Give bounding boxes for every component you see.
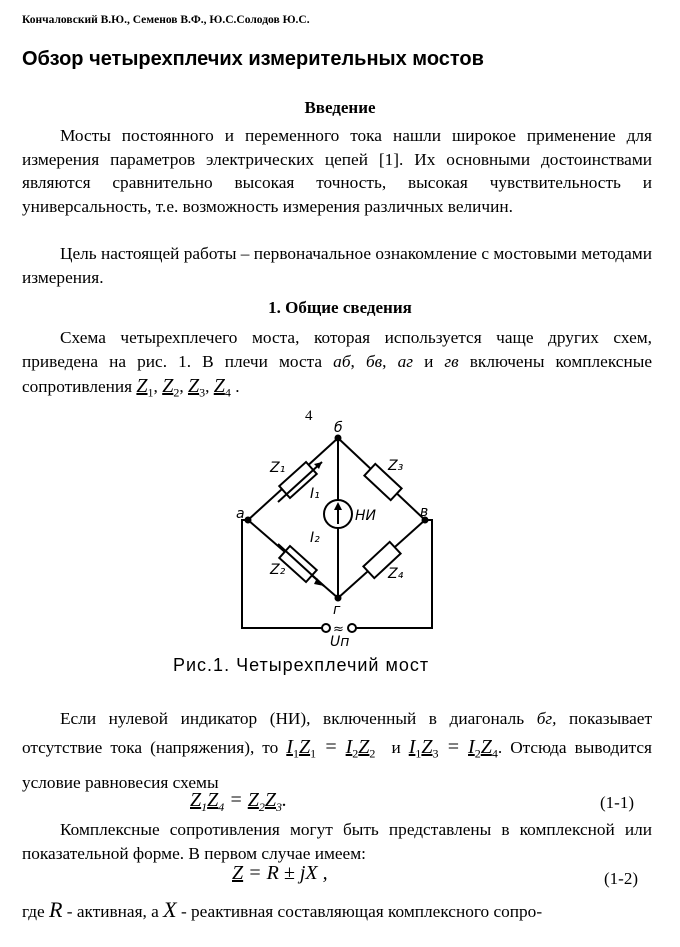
ni-label: НИ — [355, 508, 376, 524]
node-a-label: a — [236, 506, 245, 522]
equation-1-1: $Z_1Z_4 = Z_2Z_3$. — [190, 789, 287, 814]
i2-label: I₂ — [310, 530, 320, 546]
node-v-label: в — [420, 504, 429, 520]
intro-paragraph-2: Цель настоящей работы – первоначальное ознакомление с мостовыми методами измерения. — [22, 244, 652, 287]
equation-1-1-number: (1-1) — [600, 793, 634, 812]
i1-label: I₁ — [310, 486, 320, 502]
node-g-label: г — [333, 602, 341, 618]
z3-label: Z₃ — [388, 458, 404, 474]
figure-caption: Рис.1. Четырехплечий мост — [173, 655, 430, 675]
intro-paragraph-1: Мосты постоянного и переменного тока нашли широкое применение для измерения параметров электрических цепей [1]. Их основными достоинствами являются сравнительно высокая точность, высокая чувствительность и универсальность, т.е. возможность измерения различных величин. — [22, 126, 652, 216]
ac-source-symbol: ≈ — [333, 622, 344, 637]
equation-1-2-number: (1-2) — [604, 869, 638, 888]
z4-label: Z₄ — [388, 566, 404, 582]
complex-paragraph: Комплексные сопротивления могут быть представлены в комплексной или показательной форме. В первом случае имеем: — [22, 820, 652, 863]
null-indicator-paragraph: Если нулевой индикатор (НИ), включенный в диагональ бг, показывает отсутствие тока (напряжения), то $I_1Z_1 = I_2Z_2$ и $I_1Z_3 = I_2Z_4$. Отсюда выводится условие равновесия схемы — [22, 709, 653, 793]
bridge-figure — [230, 418, 440, 648]
section-heading-general: 1. Общие сведения — [268, 298, 412, 317]
paper-title: Обзор четырехплечих измерительных мостов — [22, 48, 484, 70]
z2-label: Z₂ — [270, 562, 286, 578]
z1-label: Z₁ — [270, 460, 286, 476]
last-line: где R - активная, а X - реактивная составляющая комплексного сопро- — [22, 897, 543, 922]
node-b-label: б — [334, 420, 343, 436]
up-label: Uп — [330, 634, 350, 648]
page-number: 4 — [305, 408, 313, 424]
authors: Кончаловский В.Ю., Семенов В.Ф., Ю.С.Солодов Ю.С. — [22, 14, 310, 26]
equation-1-2: Z = R ± jX , — [232, 862, 328, 884]
section-heading-intro: Введение — [304, 98, 376, 117]
general-paragraph-1: Схема четырехплечего моста, которая используется чаще других схем, приведена на рис. 1. В плечи моста аб, бв, аг и гв включены комплексные сопротивления $Z_1$, $Z_2$, $Z_3$, $Z_4$ . — [22, 328, 652, 400]
